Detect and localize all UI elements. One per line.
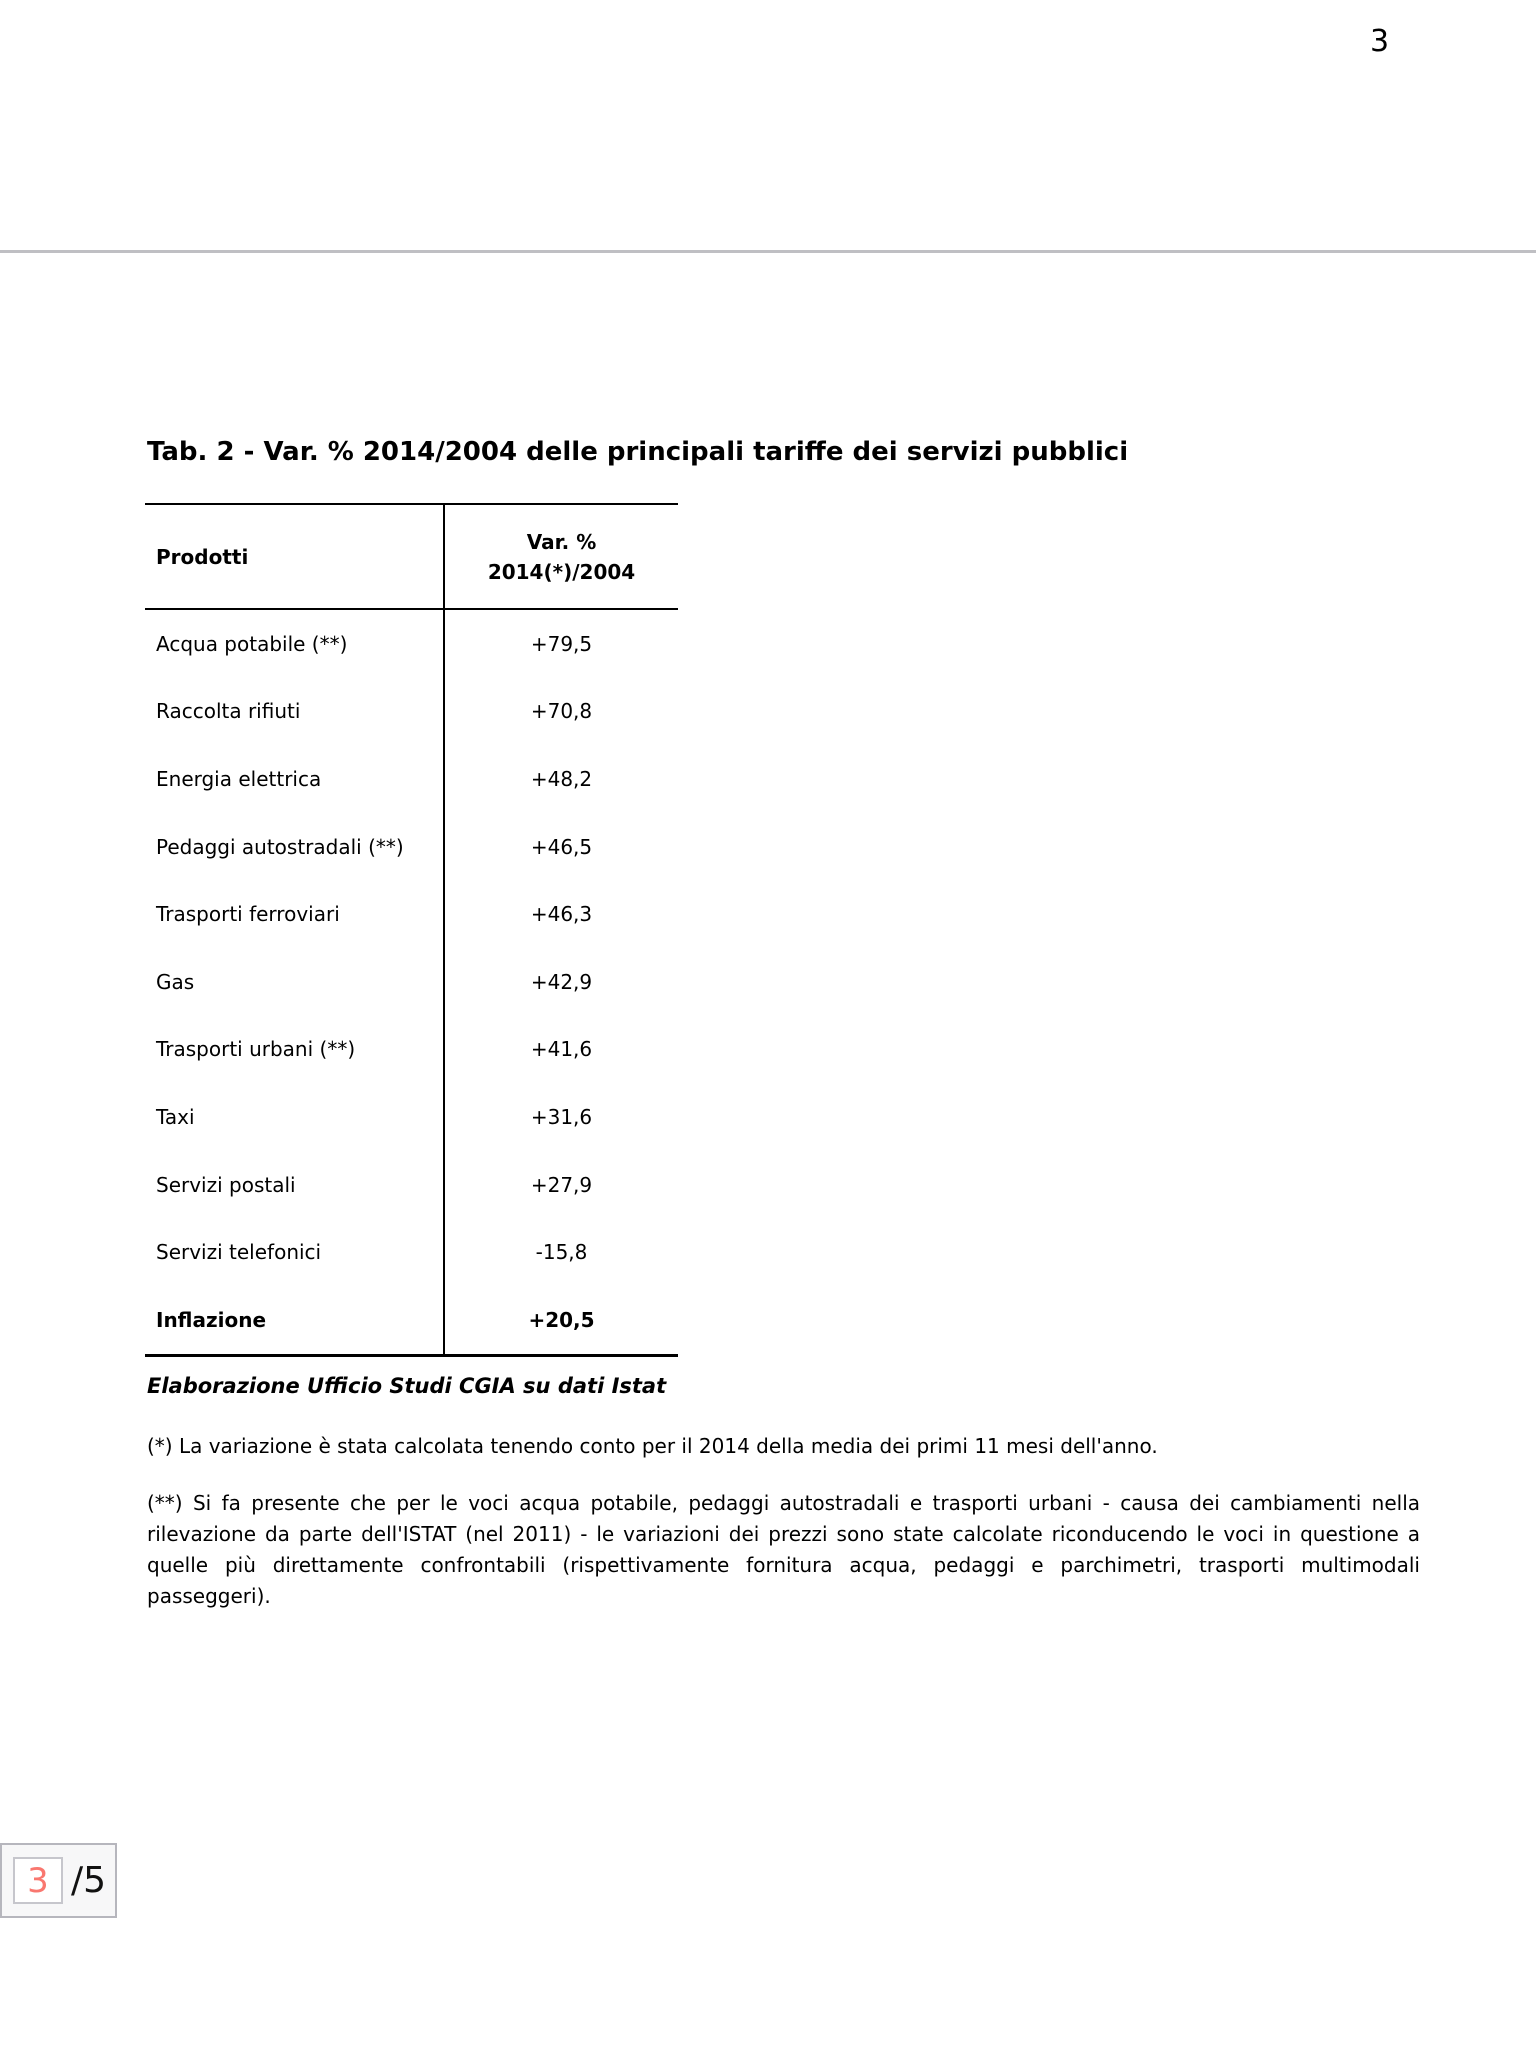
row-value: +79,5 (443, 610, 678, 678)
row-value: +46,3 (443, 880, 678, 948)
column-header-variation-line2: 2014(*)/2004 (487, 559, 636, 584)
table-row (145, 813, 678, 881)
row-value: +41,6 (443, 1016, 678, 1084)
row-value: +31,6 (443, 1083, 678, 1151)
row-label: Energia elettrica (156, 766, 322, 791)
table-row (145, 1083, 678, 1151)
page-total-label: /5 (71, 1860, 107, 1901)
row-value: +27,9 (443, 1151, 678, 1219)
table-title: Tab. 2 - Var. % 2014/2004 delle principali tariffe dei servizi pubblici (147, 437, 1129, 467)
printed-page-number: 3 (1370, 24, 1390, 59)
column-header-products: Prodotti (156, 544, 249, 569)
table-row (145, 1151, 678, 1219)
page-number-input[interactable] (13, 1857, 63, 1904)
row-label: Acqua potabile (**) (156, 631, 348, 656)
row-value: +42,9 (443, 948, 678, 1016)
table-row (145, 745, 678, 813)
row-value: +20,5 (443, 1286, 678, 1354)
row-label: Inflazione (156, 1307, 267, 1332)
row-label: Pedaggi autostradali (**) (156, 834, 404, 859)
footnote-single-asterisk: (*) La variazione è stata calcolata tenendo conto per il 2014 della media dei primi 11 mesi dell'anno. (147, 1434, 1158, 1458)
row-label: Servizi telefonici (156, 1240, 322, 1265)
page-navigator (0, 1843, 117, 1918)
table-row (145, 1218, 678, 1286)
source-note: Elaborazione Ufficio Studi CGIA su dati Istat (147, 1374, 667, 1398)
row-label: Trasporti urbani (**) (156, 1037, 356, 1062)
row-value: +70,8 (443, 678, 678, 746)
table-row (145, 678, 678, 746)
table-row (145, 880, 678, 948)
table-header-row (145, 505, 678, 610)
column-header-variation-line1: Var. % (526, 529, 597, 554)
table-row (145, 610, 678, 678)
table-summary-row (145, 1286, 678, 1354)
table-row (145, 948, 678, 1016)
row-label: Servizi postali (156, 1172, 296, 1197)
row-value: +48,2 (443, 745, 678, 813)
table-row (145, 1016, 678, 1084)
row-label: Raccolta rifiuti (156, 699, 301, 724)
tariff-table (145, 503, 678, 1357)
column-header-variation (443, 505, 678, 608)
footnote-double-asterisk: (**) Si fa presente che per le voci acqua potabile, pedaggi autostradali e trasporti urbani - causa dei cambiamenti nella rilevazione da parte dell'ISTAT (nel 2011) - le variazioni dei prezzi sono state calcolate riconducendo le voci in questione a quelle più direttamente confrontabili (rispettivamente fornitura acqua, pedaggi e parchimetri, trasporti multimodali passeggeri). (147, 1491, 1420, 1608)
row-label: Gas (156, 969, 195, 994)
page-separator-line (0, 250, 1536, 253)
row-value: +46,5 (443, 813, 678, 881)
row-label: Trasporti ferroviari (156, 902, 340, 927)
row-label: Taxi (156, 1104, 195, 1129)
row-value: -15,8 (443, 1218, 678, 1286)
